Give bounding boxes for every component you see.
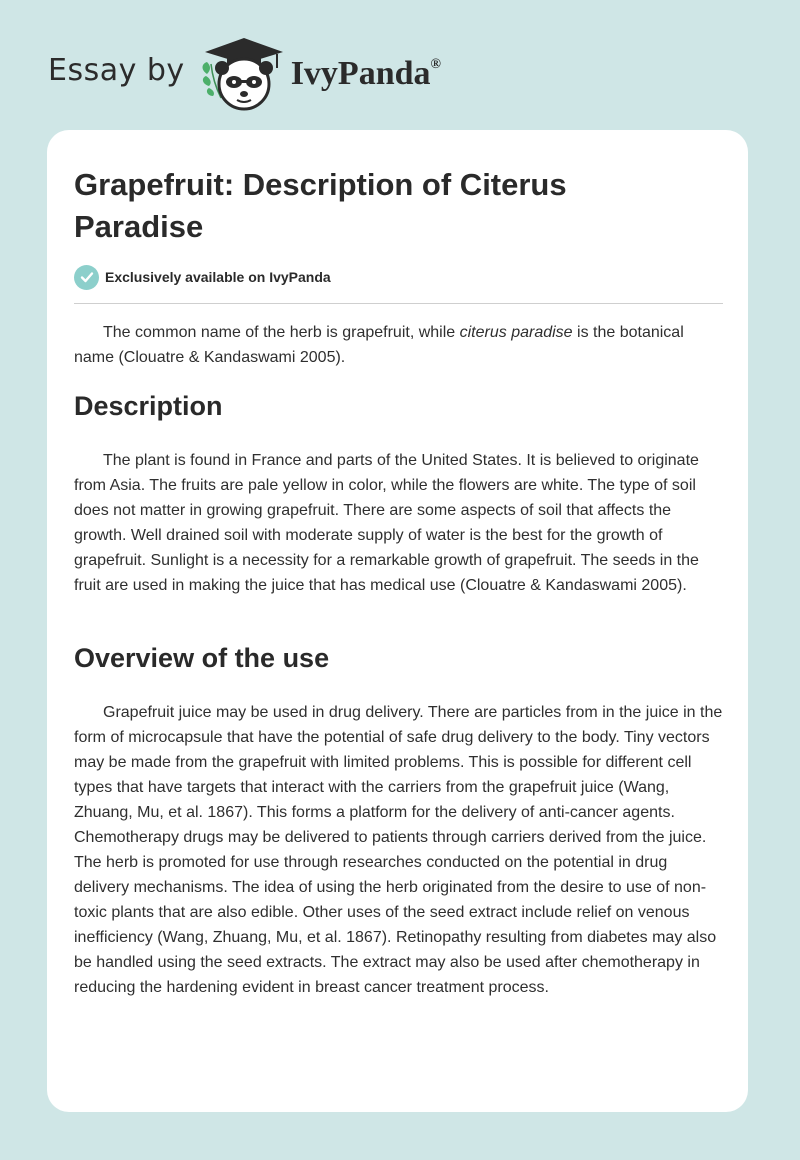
exclusive-badge [74, 264, 331, 290]
section-heading-description: Description [74, 391, 223, 421]
site-header [48, 34, 441, 114]
intro-botanical-name: citerus paradise [459, 324, 573, 341]
check-circle-icon [74, 265, 99, 290]
description-paragraph: The plant is found in France and parts of the United States. It is believed to originate from Asia. The fruits are pale yellow in color, while the flowers are white. The type of soil does not matter in growing grapefruit. There are some aspects of soil that affects the growth. Well drained soil with moderate supply of water is the best for the growth of grapefruit. Sunlight is a necessity for a remarkable growth of grapefruit. The seeds in the fruit are used in making the juice that has medical use (Clouatre & Kandaswami 2005). [74, 452, 699, 594]
page-title: Grapefruit: Description of Citerus Paradise [74, 167, 567, 244]
badge-label: Exclusively available on IvyPanda [105, 269, 331, 285]
section-heading-overview: Overview of the use [74, 643, 330, 673]
brand-name[interactable] [291, 55, 441, 93]
essay-by-label: Essay by [48, 52, 185, 88]
overview-paragraph: Grapefruit juice may be used in drug delivery. There are particles from in the juice in the form of microcapsule that have the potential of safe drug delivery to the body. Tiny vectors may be made from the grapefruit with limited problems. This is possible for different cell types that have targets that interact with the carriers from the grapefruit juice (Wang, Zhuang, Mu, et al. 1867). This forms a platform for the delivery of anti-cancer agents. Chemotherapy drugs may be delivered to patients through carriers derived from the juice. The herb is promoted for use through researches conducted on the potential in drug delivery mechanisms. The idea of using the herb originated from the desire to use of non-toxic plants that are also edible. Other uses of the seed extract include relief on venous inefficiency (Wang, Zhuang, Mu, et al. 1867). Retinopathy resulting from diabetes may also be handled using the seed extracts. The extract may also be used after chemotherapy in reducing the hardening evident in breast cancer treatment process. [74, 704, 723, 996]
brand-text: IvyPanda [290, 55, 431, 92]
essay-card [47, 130, 748, 1112]
registered-mark: ® [430, 56, 441, 72]
panda-logo-icon[interactable] [199, 34, 289, 114]
intro-text-after: is the botanical name (Clouatre & Kandaswami 2005). [74, 324, 684, 366]
intro-paragraph [74, 320, 724, 370]
intro-text-before: The common name of the herb is grapefruit, while [103, 324, 460, 341]
divider [74, 303, 723, 304]
